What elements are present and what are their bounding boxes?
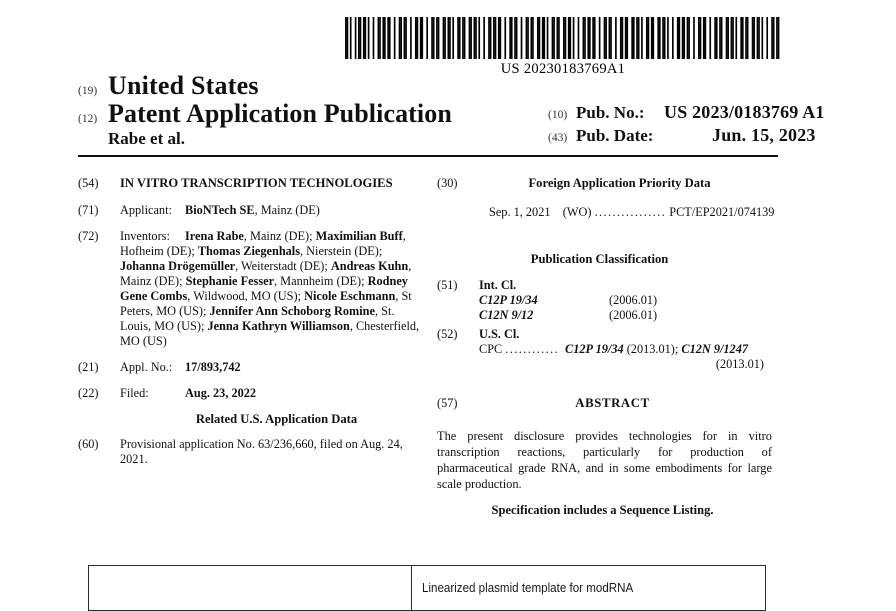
cpc-values — [565, 342, 782, 357]
inid-code-71: (71) — [78, 202, 99, 217]
appl-no-body — [120, 360, 423, 375]
priority-date: Sep. 1, 2021 — [489, 205, 551, 220]
document-type: Patent Application Publication — [108, 98, 452, 128]
publication-date-value: Jun. 15, 2023 — [712, 125, 816, 145]
priority-office: (WO) — [562, 205, 592, 220]
publication-number-value: US 2023/0183769 A1 — [664, 102, 825, 122]
inventor-location: , St. Louis, MO (US); — [120, 303, 395, 333]
provisional-application-text: Provisional application No. 63/236,660, filed on Aug. 24, 2021. — [120, 437, 403, 467]
inventor-location: , Mannheim (DE); — [274, 273, 368, 288]
field-filed — [78, 386, 423, 401]
int-cl-symbol: C12P 19/34 — [479, 292, 538, 307]
inventor-location: , Weiterstadt (DE); — [235, 258, 331, 273]
us-cl-body — [479, 327, 782, 372]
inid-code-54: (54) — [78, 176, 99, 190]
header-divider-rule — [78, 155, 778, 157]
inventor-location: , Hofheim (DE); — [120, 228, 406, 258]
inid-code-21: (21) — [78, 359, 99, 374]
figure-cell-right — [412, 566, 765, 610]
abstract-text: The present disclosure provides technologies for in vitro transcription reactions, particularly for production of pharmaceutical grade RNA, and in some embodiments for large scale production. — [437, 429, 772, 491]
inid-code-43: (43) — [548, 132, 568, 144]
inid-code-72: (72) — [78, 228, 99, 243]
inid-code-30: (30) — [437, 176, 458, 190]
inid-code-12: (12) — [78, 112, 98, 125]
int-cl-version: (2006.01) — [609, 307, 658, 322]
int-cl-symbol: C12N 9/12 — [479, 307, 534, 322]
cpc-row — [479, 342, 782, 357]
int-cl-version: (2006.01) — [609, 292, 658, 307]
inid-code-52: (52) — [437, 326, 458, 341]
inventor-location: , Chesterfield, MO (US) — [120, 318, 420, 348]
inventor-name: Jenna Kathryn Williamson — [207, 318, 350, 333]
inventor-location: , Wildwood, MO (US); — [187, 288, 305, 303]
inventor-location: , St Peters, MO (US); — [120, 288, 412, 318]
inventor-name: Rodney Gene Combs — [120, 273, 408, 303]
inid-code-57: (57) — [437, 395, 458, 410]
field-applicant — [78, 203, 423, 218]
publication-date-row — [548, 125, 896, 146]
inid-code-51: (51) — [437, 277, 458, 292]
applicant-label: Applicant: — [120, 202, 172, 217]
field-int-cl — [437, 278, 782, 323]
int-cl-body — [479, 278, 782, 323]
int-cl-entry-list — [479, 293, 782, 323]
applicant-body — [120, 203, 423, 218]
inventor-name: Maximilian Buff — [315, 228, 403, 243]
figure-cell-right-label: Linearized plasmid template for modRNA — [422, 581, 634, 595]
us-cl-label: U.S. Cl. — [479, 326, 520, 341]
inventor-name: Jennifer Ann Schoborg Romine — [209, 303, 375, 318]
field-us-cl — [437, 327, 782, 372]
appl-no-label: Appl. No.: — [120, 359, 173, 374]
cpc-label: CPC — [479, 341, 503, 356]
inid-code-60: (60) — [78, 437, 99, 452]
publication-number-row — [548, 102, 896, 123]
priority-number: PCT/EP2021/074139 — [669, 205, 775, 220]
invention-title: IN VITRO TRANSCRIPTION TECHNOLOGIES — [120, 176, 393, 190]
inventor-name: Irena Rabe — [185, 228, 244, 243]
inventor-name: Andreas Kuhn — [330, 258, 409, 273]
inventors-list — [120, 229, 419, 348]
inventors-label: Inventors: — [120, 228, 170, 243]
publication-date-label: Pub. Date: — [576, 126, 654, 145]
filed-date-value: Aug. 23, 2022 — [185, 385, 257, 400]
foreign-priority-entry — [489, 205, 782, 220]
field-appl-no — [78, 360, 423, 375]
inventor-location: , Nierstein (DE); — [300, 243, 383, 258]
field-title — [78, 176, 423, 192]
cpc-version-1: (2013.01); — [623, 341, 682, 356]
country-row — [78, 72, 818, 100]
sequence-listing-note: Specification includes a Sequence Listing. — [491, 503, 714, 518]
cpc-symbol-2: C12N 9/1247 — [681, 341, 748, 356]
first-named-inventor: Rabe et al. — [108, 129, 185, 149]
figure-cell-left — [89, 566, 412, 610]
cpc-symbol-1: C12P 19/34 — [565, 341, 624, 356]
bibliographic-right-column — [437, 176, 782, 519]
inventor-name: Nicole Eschmann — [304, 288, 396, 303]
applicant-name: BioNTech SE — [185, 202, 255, 217]
filed-body — [120, 386, 423, 401]
priority-dot-leader: ................ — [594, 205, 667, 220]
related-application-data-heading: Related U.S. Application Data — [195, 411, 358, 426]
int-cl-entry — [479, 308, 782, 323]
applicant-location: , Mainz (DE) — [254, 202, 320, 217]
field-abstract-heading — [437, 396, 782, 412]
field-foreign-priority — [437, 176, 782, 191]
inventor-location: , Mainz (DE); — [243, 228, 316, 243]
bibliographic-left-column — [78, 176, 423, 478]
cpc-dot-leader: ............ — [505, 341, 560, 356]
inid-code-19: (19) — [78, 85, 98, 97]
country-name: United States — [108, 71, 259, 100]
inventors-body — [120, 229, 423, 349]
publication-number-label: Pub. No.: — [576, 103, 645, 122]
masthead — [78, 71, 825, 149]
figure-table — [88, 565, 766, 611]
inid-code-22: (22) — [78, 385, 99, 400]
publication-classification-heading: Publication Classification — [530, 252, 669, 267]
int-cl-entry — [479, 293, 782, 308]
field-inventors — [78, 229, 423, 349]
barcode-image — [345, 17, 781, 59]
field-provisional — [78, 437, 423, 467]
barcode-number: US 20230183769A1 — [500, 61, 626, 77]
int-cl-label: Int. Cl. — [479, 277, 517, 292]
cpc-version-2: (2013.01) — [715, 356, 764, 371]
appl-no-value: 17/893,742 — [185, 359, 241, 374]
cpc-label-group — [479, 342, 565, 357]
inventor-location: , Mainz (DE); — [120, 258, 412, 288]
publication-identifiers — [548, 102, 896, 148]
inid-code-10: (10) — [548, 109, 568, 121]
inventor-name: Johanna Drögemüller — [120, 258, 236, 273]
foreign-priority-heading: Foreign Application Priority Data — [528, 176, 711, 190]
filed-label: Filed: — [120, 385, 149, 400]
barcode-block — [345, 17, 781, 78]
abstract-heading: ABSTRACT — [575, 395, 650, 410]
inventor-name: Thomas Ziegenhals — [197, 243, 301, 258]
inventor-name: Stephanie Fesser — [185, 273, 275, 288]
